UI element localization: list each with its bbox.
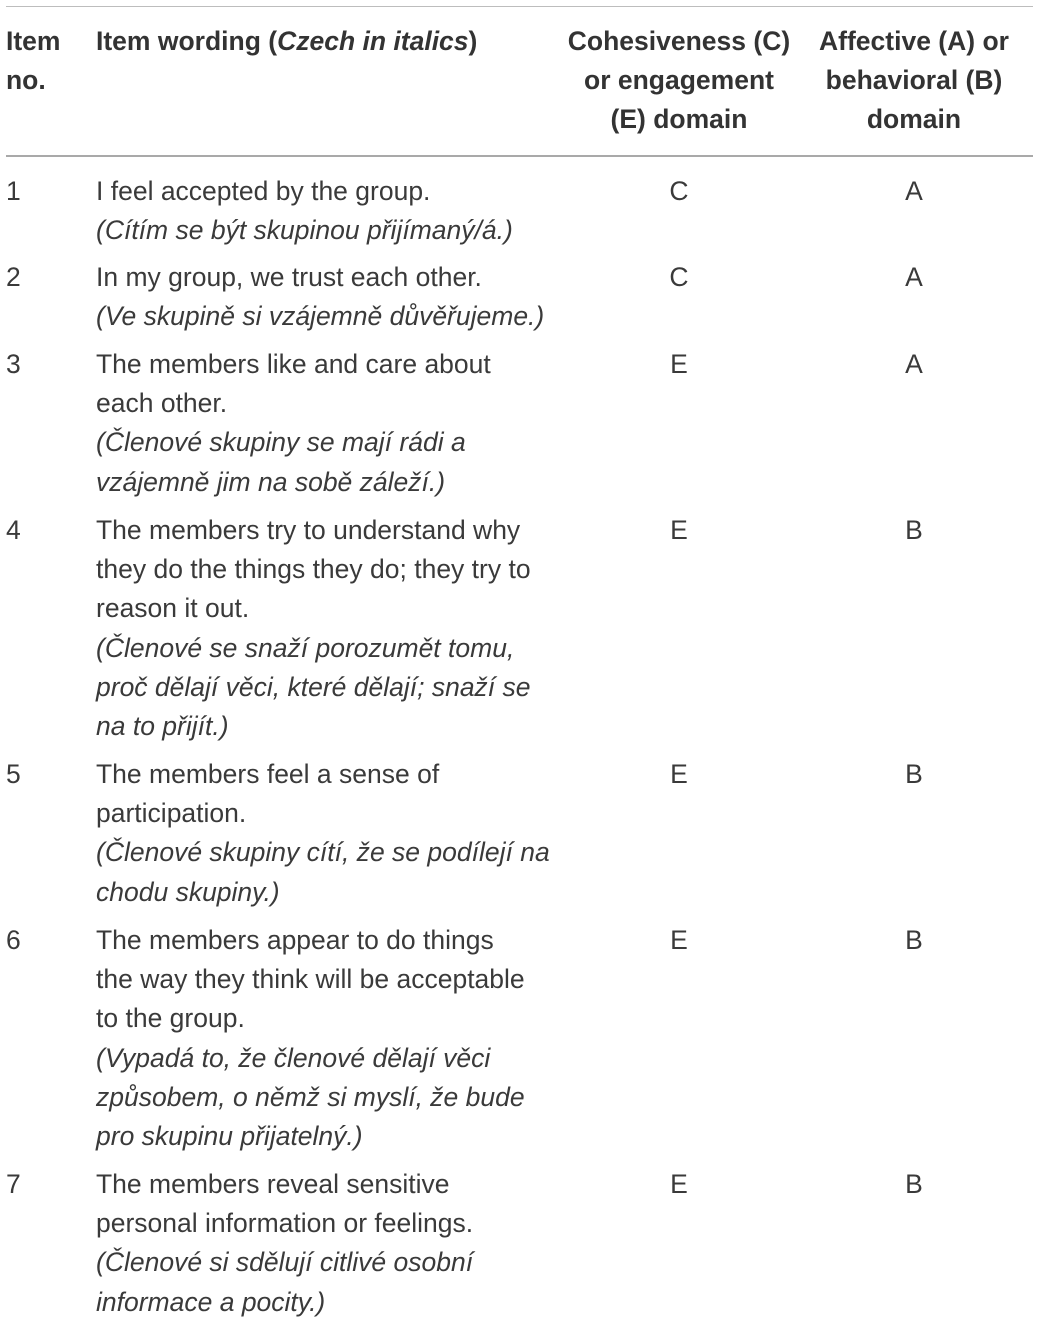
row-5-number: 5 bbox=[6, 759, 21, 789]
row-1-wording: I feel accepted by the group. (Cítím se být skupinou přijímaný/á.) bbox=[96, 176, 513, 246]
row-4-wording: The members try to understand why they do the things they do; they try to reason it out. (Členové se snaží porozumět tomu, proč dělají věci, které dělají; snaží se na to přijít.) bbox=[96, 515, 531, 742]
row-3-number: 3 bbox=[6, 349, 21, 379]
row-4-domain-ce: E bbox=[670, 515, 688, 545]
row-2-number: 2 bbox=[6, 262, 21, 292]
table-top-rule bbox=[6, 6, 1033, 7]
row-6-wording: The members appear to do things the way they think will be acceptable to the group. (Vypadá to, že členové dělají věci způsobem, o němž si myslí, že bude pro skupinu přijatelný.) bbox=[96, 925, 525, 1152]
row-6-number: 6 bbox=[6, 925, 21, 955]
row-3-domain-ab: A bbox=[905, 349, 923, 379]
row-5-wording: The members feel a sense of participation. (Členové skupiny cítí, že se podílejí na chodu skupiny.) bbox=[96, 759, 550, 907]
row-6-domain-ab: B bbox=[905, 925, 923, 955]
row-5-domain-ab: B bbox=[905, 759, 923, 789]
row-7-domain-ab: B bbox=[905, 1169, 923, 1199]
row-6-domain-ce: E bbox=[670, 925, 688, 955]
header-domain-ab: Affective (A) or behavioral (B) domain bbox=[819, 26, 1009, 135]
row-7-wording: The members reveal sensitive personal information or feelings. (Členové si sdělují citlivé osobní informace a pocity.) bbox=[96, 1169, 474, 1317]
header-rule bbox=[6, 155, 1033, 157]
row-2-domain-ce: C bbox=[669, 262, 689, 292]
header-item-no: Item no. bbox=[6, 26, 61, 96]
row-1-domain-ab: A bbox=[905, 176, 923, 206]
row-7-number: 7 bbox=[6, 1169, 21, 1199]
row-5-domain-ce: E bbox=[670, 759, 688, 789]
row-3-domain-ce: E bbox=[670, 349, 688, 379]
row-2-domain-ab: A bbox=[905, 262, 923, 292]
row-2-wording: In my group, we trust each other. (Ve skupině si vzájemně důvěřujeme.) bbox=[96, 262, 545, 332]
row-4-domain-ab: B bbox=[905, 515, 923, 545]
row-1-number: 1 bbox=[6, 176, 21, 206]
row-1-domain-ce: C bbox=[669, 176, 689, 206]
header-item-wording: Item wording (Czech in italics) bbox=[96, 26, 478, 56]
row-4-number: 4 bbox=[6, 515, 21, 545]
row-3-wording: The members like and care about each other. (Členové skupiny se mají rádi a vzájemně jim na sobě záleží.) bbox=[96, 349, 491, 497]
row-7-domain-ce: E bbox=[670, 1169, 688, 1199]
header-domain-ce: Cohesiveness (C) or engagement (E) domain bbox=[567, 26, 791, 135]
